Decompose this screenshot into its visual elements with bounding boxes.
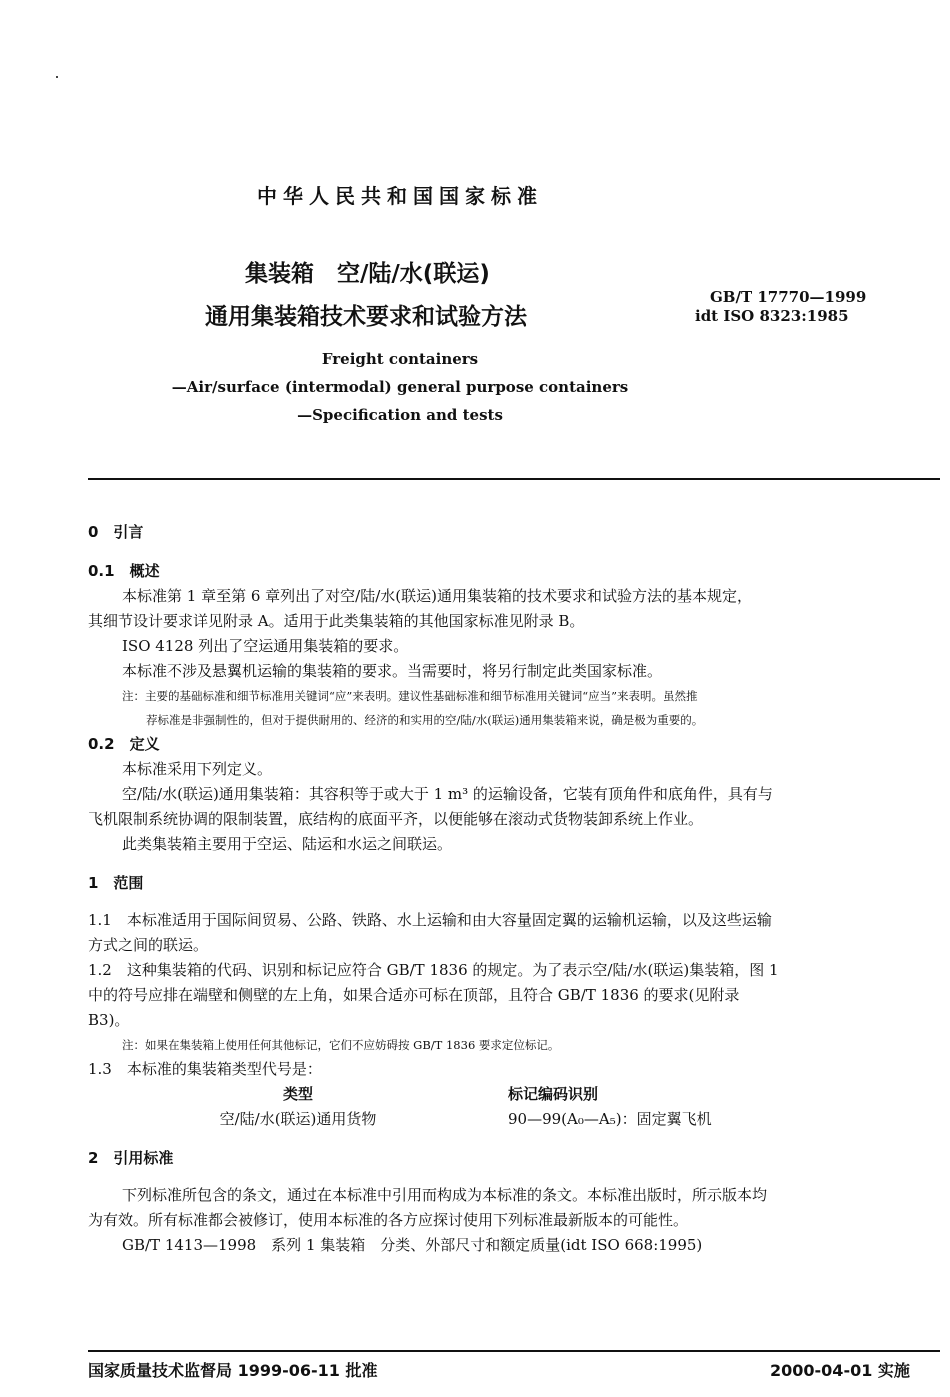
- reference-item: GB/T 1413—1998 系列 1 集装箱 分类、外部尺寸和额定质量(idt ISO 668:1995): [122, 1236, 703, 1254]
- scan-speck: [56, 76, 58, 78]
- title-en-line1: Freight containers: [321, 350, 479, 368]
- approval-line: 国家质量技术监督局 1999-06-11 批准: [88, 1361, 378, 1380]
- section-0-heading: 0 引言: [88, 523, 144, 541]
- note: 注：如果在集装箱上使用任何其他标记，它们不应妨碍按 GB/T 1836 要求定位标记。: [122, 1038, 560, 1052]
- code-value: 90—99(A₀—A₅)：固定翼飞机: [508, 1110, 712, 1128]
- national-standard-heading: 中华人民共和国国家标准: [257, 184, 543, 208]
- type-table-header: [88, 1082, 940, 1107]
- standard-number: GB/T 17770—1999: [710, 288, 867, 306]
- clause-1-2-cont: B3)。: [88, 1011, 130, 1029]
- paragraph: 空/陆/水(联运)通用集装箱：其容积等于或大于 1 m³ 的运输设备，它装有顶角件和底角件，具有与: [122, 785, 773, 803]
- title-zh-line1: 集装箱 空/陆/水(联运): [245, 261, 490, 287]
- type-value: 空/陆/水(联运)通用货物: [219, 1110, 377, 1128]
- title-zh-line2: 通用集装箱技术要求和试验方法: [205, 304, 527, 330]
- section-0-2-heading: 0.2 定义: [88, 735, 160, 753]
- document-body: [88, 520, 940, 1258]
- paragraph: 此类集装箱主要用于空运、陆运和水运之间联运。: [122, 835, 453, 853]
- clause-1-2: 1.2 这种集装箱的代码、识别和标记应符合 GB/T 1836 的规定。为了表示空/陆/水(联运)集装箱，图 1: [88, 961, 779, 979]
- paragraph: 为有效。所有标准都会被修订，使用本标准的各方应探讨使用下列标准最新版本的可能性。: [88, 1211, 689, 1229]
- paragraph: 下列标准所包含的条文，通过在本标准中引用而构成为本标准的条文。本标准出版时，所示版本均: [122, 1186, 768, 1204]
- title-en-line2: —Air/surface (intermodal) general purpose containers: [171, 378, 629, 396]
- note: 荐标准是非强制性的，但对于提供耐用的、经济的和实用的空/陆/水(联运)通用集装箱来说，确是极为重要的。: [146, 713, 704, 727]
- note: 注：主要的基础标准和细节标准用关键词“应”来表明。建议性基础标准和细节标准用关键词“应当”来表明。虽然推: [122, 689, 698, 703]
- type-header: 类型: [282, 1085, 313, 1103]
- section-0-1-heading: 0.1 概述: [88, 562, 160, 580]
- implementation-date: 2000-04-01 实施: [770, 1361, 910, 1380]
- paragraph: 其细节设计要求详见附录 A。适用于此类集装箱的其他国家标准见附录 B。: [88, 612, 585, 630]
- title-en-line3: —Specification and tests: [297, 406, 503, 424]
- paragraph: ISO 4128 列出了空运通用集装箱的要求。: [122, 637, 409, 655]
- clause-1-1: 1.1 本标准适用于国际间贸易、公路、铁路、水上运输和由大容量固定翼的运输机运输，以及这些运输: [88, 911, 772, 929]
- clause-1-2-cont: 中的符号应排在端壁和侧壁的左上角，如果合适亦可标在顶部，且符合 GB/T 1836 的要求(见附录: [88, 986, 740, 1004]
- idt-number: idt ISO 8323:1985: [695, 307, 849, 325]
- header-divider: [88, 478, 940, 480]
- paragraph: 本标准第 1 章至第 6 章列出了对空/陆/水(联运)通用集装箱的技术要求和试验方法的基本规定，: [122, 587, 752, 605]
- section-2-heading: 2 引用标准: [88, 1149, 174, 1167]
- paragraph: 本标准不涉及悬翼机运输的集装箱的要求。当需要时，将另行制定此类国家标准。: [122, 662, 663, 680]
- paragraph: 飞机限制系统协调的限制装置，底结构的底面平齐，以便能够在滚动式货物装卸系统上作业。: [88, 810, 704, 828]
- footer-divider: [88, 1350, 940, 1352]
- code-header: 标记编码识别: [508, 1085, 599, 1103]
- type-table-row: [88, 1107, 940, 1132]
- paragraph: 本标准采用下列定义。: [122, 760, 273, 778]
- clause-1-3: 1.3 本标准的集装箱类型代号是：: [88, 1060, 322, 1078]
- clause-1-1-cont: 方式之间的联运。: [88, 936, 209, 954]
- section-1-heading: 1 范围: [88, 874, 144, 892]
